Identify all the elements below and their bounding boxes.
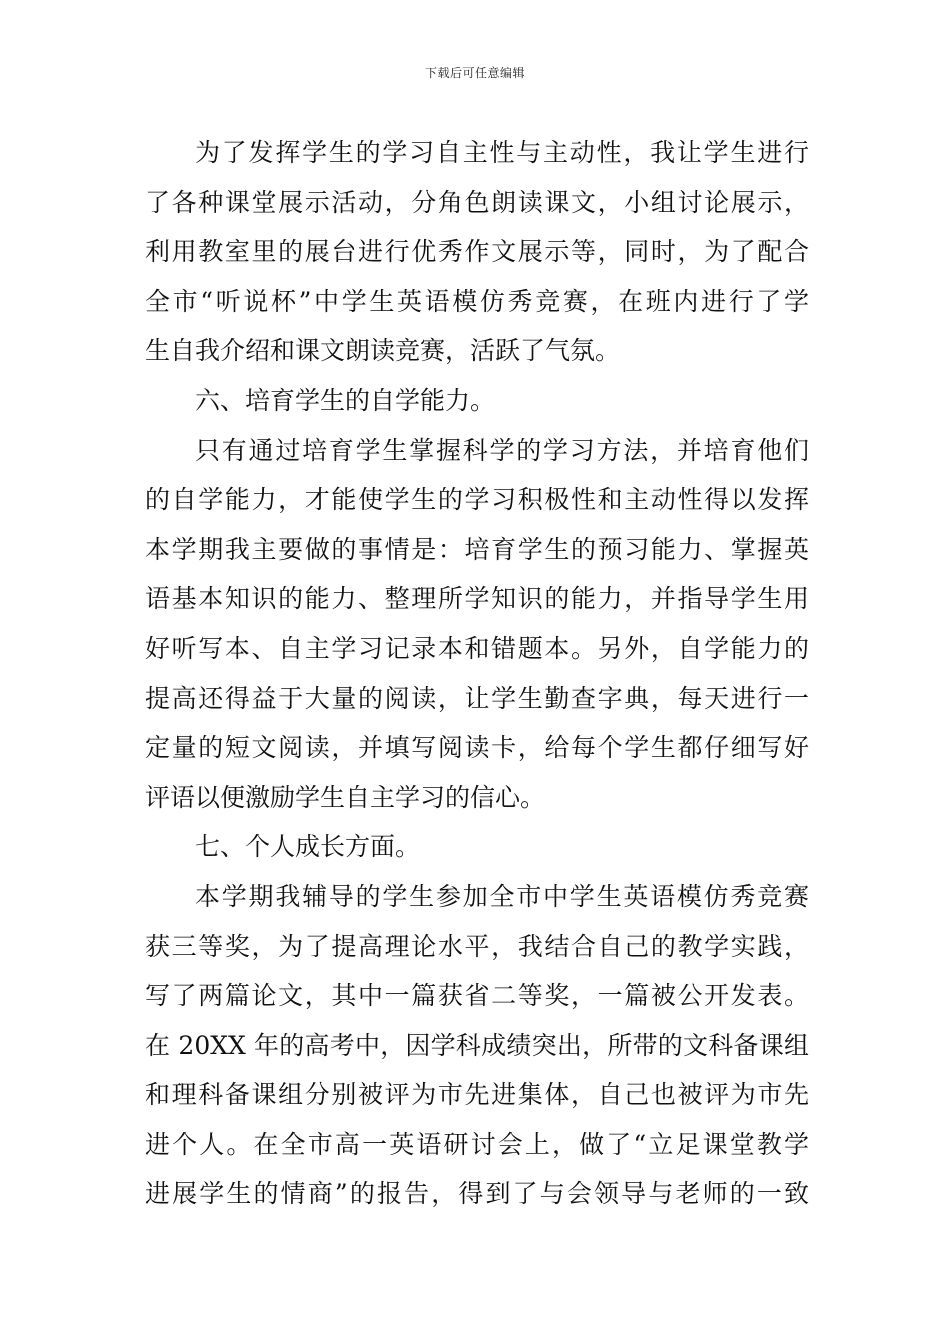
- text-line: 好听写本、自主学习记录本和错题本。另外，自学能力的: [145, 633, 809, 663]
- text-line: 评语以便激励学生自主学习的信心。: [145, 782, 546, 812]
- text-line: 语基本知识的能力、整理所学知识的能力，并指导学生用: [145, 584, 809, 614]
- text-line: 七、个人成长方面。: [195, 832, 421, 862]
- text-line: 在 20XX 年的高考中，因学科成绩突出，所带的文科备课组: [145, 1030, 809, 1060]
- text-line: 全市“听说杯”中学生英语模仿秀竞赛，在班内进行了学: [145, 286, 809, 316]
- page-header: 下载后可任意编辑: [424, 66, 525, 80]
- text-line: 提高还得益于大量的阅读，让学生勤查字典，每天进行一: [145, 683, 809, 713]
- text-line: 的自学能力，才能使学生的学习积极性和主动性得以发挥: [145, 485, 809, 515]
- text-line: 进展学生的情商”的报告，得到了与会领导与老师的一致: [145, 1179, 809, 1209]
- text-line: 六、培育学生的自学能力。: [195, 385, 496, 415]
- text-line: 获三等奖，为了提高理论水平，我结合自己的教学实践，: [145, 931, 809, 961]
- text-line: 定量的短文阅读，并填写阅读卡，给每个学生都仔细写好: [145, 733, 809, 763]
- text-line: 本学期我辅导的学生参加全市中学生英语模仿秀竞赛: [195, 881, 809, 911]
- text-line: 利用教室里的展台进行优秀作文展示等，同时，为了配合: [145, 237, 809, 267]
- text-line: 本学期我主要做的事情是：培育学生的预习能力、掌握英: [145, 534, 809, 564]
- text-line: 进个人。在全市高一英语研讨会上，做了“立足课堂教学: [145, 1129, 809, 1159]
- text-line: 为了发挥学生的学习自主性与主动性，我让学生进行: [195, 138, 809, 167]
- text-line: 和理科备课组分别被评为市先进集体，自己也被评为市先: [145, 1080, 809, 1110]
- text-line: 写了两篇论文，其中一篇获省二等奖，一篇被公开发表。: [145, 981, 809, 1011]
- text-line: 了各种课堂展示活动，分角色朗读课文，小组讨论展示，: [145, 187, 809, 217]
- document-body: [145, 128, 809, 1219]
- text-line: 生自我介绍和课文朗读竞赛，活跃了气氛。: [145, 336, 621, 366]
- text-line: 只有通过培育学生掌握科学的学习方法，并培育他们: [195, 435, 809, 465]
